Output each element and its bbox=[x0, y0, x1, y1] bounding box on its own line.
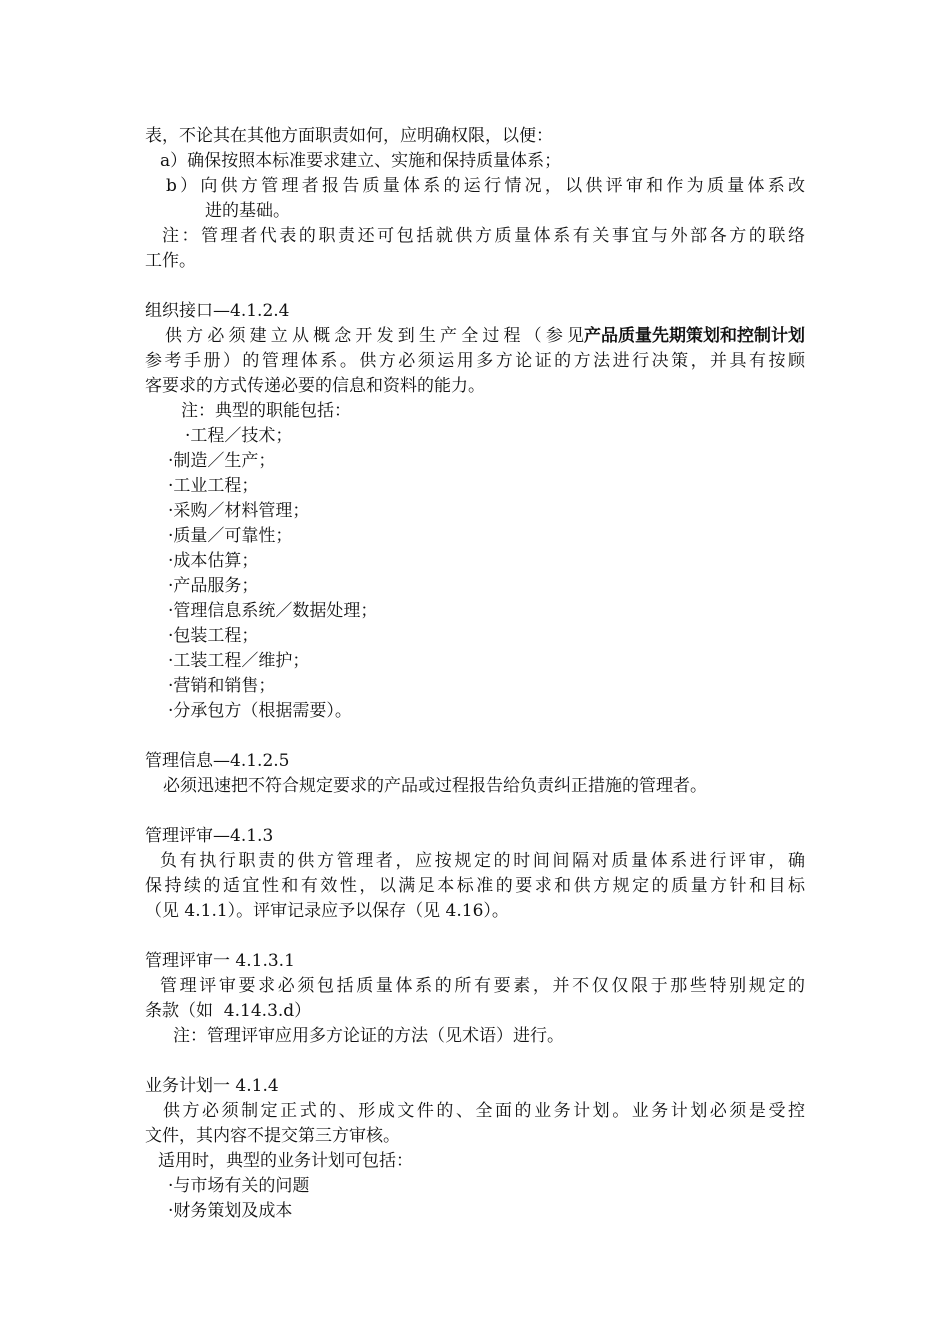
section-414-para-line-1: 供方必须制定正式的、形成文件的、全面的业务计划。业务计划必须是受控 bbox=[163, 1101, 805, 1121]
section-heading-413: 管理评审—4.1.3 bbox=[145, 826, 274, 846]
section-414-para-line-2: 文件，其内容不提交第三方审核。 bbox=[145, 1126, 400, 1146]
section-heading-414: 业务计划一 4.1.4 bbox=[145, 1076, 279, 1096]
note-line-2: 工作。 bbox=[145, 251, 196, 271]
note-line-1: 注：管理者代表的职责还可包括就供方质量体系有关事宜与外部各方的联络 bbox=[162, 226, 805, 246]
section-414-para-line-3: 适用时，典型的业务计划可包括： bbox=[158, 1151, 413, 1171]
item-b-line-1: b）向供方管理者报告质量体系的运行情况，以供评审和作为质量体系改 bbox=[166, 176, 805, 196]
section-heading-4124: 组织接口—4.1.2.4 bbox=[145, 301, 290, 321]
section-413-para-line-3: （见 4.1.1）。评审记录应予以保存（见 4.16）。 bbox=[145, 901, 509, 921]
function-item: ·包装工程； bbox=[168, 626, 259, 646]
para-text: 供方必须建立从概念开发到生产全过程（参见 bbox=[165, 326, 584, 346]
function-item: ·采购／材料管理； bbox=[168, 501, 310, 521]
function-item: ·产品服务； bbox=[168, 576, 259, 596]
function-item: ·工装工程／维护； bbox=[168, 651, 310, 671]
section-4131-para-line-2: 条款（如 4.14.3.d） bbox=[145, 1001, 312, 1021]
function-item: ·管理信息系统／数据处理； bbox=[168, 601, 378, 621]
function-item: ·分承包方（根据需要）。 bbox=[168, 701, 352, 721]
function-item: ·成本估算； bbox=[168, 551, 259, 571]
section-heading-4131: 管理评审一 4.1.3.1 bbox=[145, 951, 295, 971]
section-4131-note: 注：管理评审应用多方论证的方法（见术语）进行。 bbox=[173, 1026, 564, 1046]
function-item: ·工业工程； bbox=[168, 476, 259, 496]
section-4124-para-line-1 bbox=[165, 324, 805, 349]
business-plan-item: ·与市场有关的问题 bbox=[168, 1176, 310, 1196]
section-4125-para: 必须迅速把不符合规定要求的产品或过程报告给负责纠正措施的管理者。 bbox=[163, 776, 707, 796]
function-item: ·工程／技术； bbox=[185, 426, 293, 446]
function-item: ·制造／生产； bbox=[168, 451, 276, 471]
section-413-para-line-2: 保持续的适宜性和有效性，以满足本标准的要求和供方规定的质量方针和目标 bbox=[145, 876, 805, 896]
business-plan-item: ·财务策划及成本 bbox=[168, 1201, 293, 1221]
section-4124-para-line-2: 参考手册）的管理体系。供方必须运用多方论证的方法进行决策，并具有按顾 bbox=[145, 351, 805, 371]
item-a: a）确保按照本标准要求建立、实施和保持质量体系； bbox=[160, 151, 562, 171]
section-4124-para-line-3: 客要求的方式传递必要的信息和资料的能力。 bbox=[145, 376, 485, 396]
function-item: ·营销和销售； bbox=[168, 676, 276, 696]
function-item: ·质量／可靠性； bbox=[168, 526, 293, 546]
section-4124-note: 注：典型的职能包括： bbox=[181, 401, 351, 421]
section-4131-para-line-1: 管理评审要求必须包括质量体系的所有要素，并不仅仅限于那些特别规定的 bbox=[160, 976, 805, 996]
manual-title-bold: 产品质量先期策划和控制计划 bbox=[584, 326, 805, 346]
section-413-para-line-1: 负有执行职责的供方管理者，应按规定的时间间隔对质量体系进行评审，确 bbox=[160, 851, 805, 871]
item-b-line-2: 进的基础。 bbox=[205, 201, 290, 221]
intro-line-1: 表，不论其在其他方面职责如何，应明确权限，以便： bbox=[145, 126, 553, 146]
section-heading-4125: 管理信息—4.1.2.5 bbox=[145, 751, 290, 771]
